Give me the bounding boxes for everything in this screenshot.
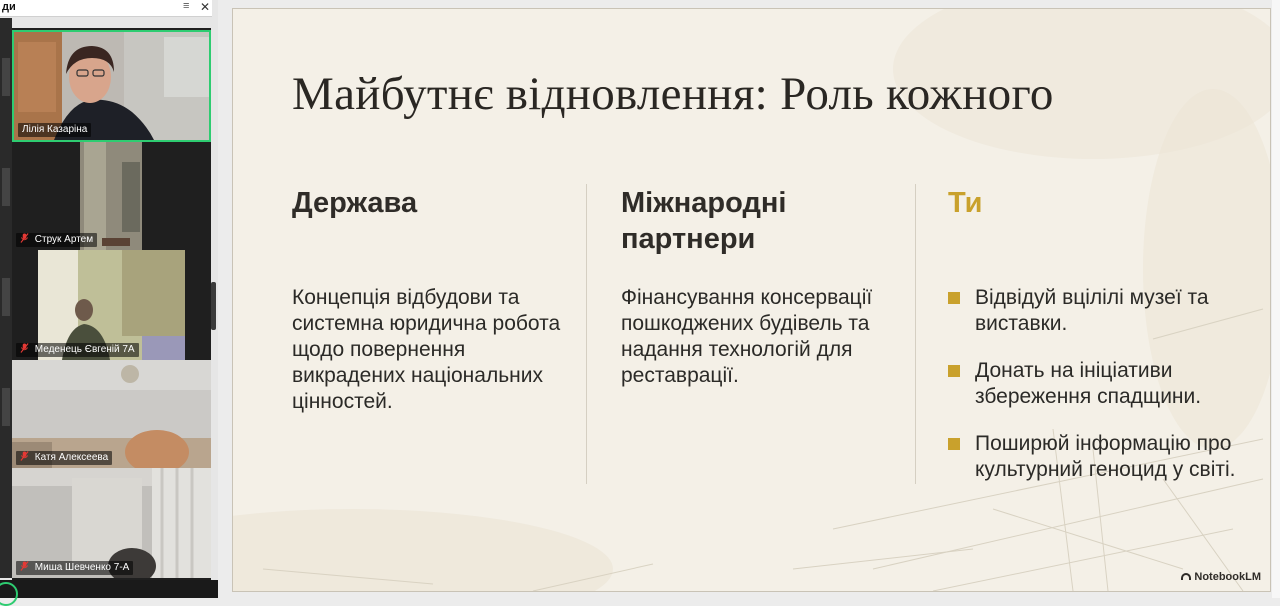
bullet-text: Донать на ініціативи збереження спадщини. — [975, 359, 1202, 408]
panel-title: ди — [2, 1, 16, 13]
participant-name: Миша Шевченко 7-А — [34, 562, 130, 573]
column-heading-partners: Міжнародні партнери — [621, 187, 787, 255]
participant-name-tag — [16, 233, 97, 247]
mic-muted-icon — [20, 561, 29, 571]
mic-muted-icon — [20, 343, 29, 353]
bullet-text: Відвідуй вцілілі музеї та виставки. — [975, 286, 1209, 335]
participant-tile-active[interactable] — [12, 30, 211, 142]
column-text-partners: Фінансування консервації пошкоджених будівель та надання технологій для реставрації. — [621, 286, 873, 387]
close-icon[interactable]: ✕ — [200, 0, 211, 14]
bullet-item — [948, 431, 1248, 483]
status-ring-icon — [0, 582, 18, 606]
column-divider — [915, 184, 916, 484]
chat-preview-bar — [0, 580, 218, 598]
participant-tile[interactable] — [12, 360, 211, 468]
participant-tile[interactable] — [12, 142, 211, 250]
participant-name: Меденець Євгеній 7А — [34, 344, 135, 355]
participant-name-tag — [18, 123, 91, 137]
brand-watermark — [1181, 571, 1261, 583]
action-bullet-list — [948, 285, 1248, 504]
participant-name: Лілія Казаріна — [22, 124, 88, 135]
window-edge — [1272, 0, 1280, 598]
bullet-text: Поширюй інформацію про культурний геноцид у світі. — [975, 432, 1236, 481]
brand-name: NotebookLM — [1194, 571, 1261, 583]
presentation-slide — [232, 8, 1271, 592]
participant-name: Катя Алексеева — [34, 452, 109, 463]
slide-title: Майбутнє відновлення: Роль кожного — [292, 68, 1054, 120]
video-gallery-panel — [0, 0, 218, 598]
bullet-marker — [948, 438, 960, 450]
participant-tile[interactable] — [12, 250, 211, 360]
participant-tile[interactable] — [12, 468, 211, 578]
column-heading-you: Ти — [948, 187, 983, 219]
bullet-item — [948, 285, 1248, 337]
participant-name: Струк Артем — [34, 234, 94, 245]
drag-handle-icon[interactable]: ≡ — [183, 0, 190, 12]
participant-name-tag — [16, 561, 133, 575]
notebooklm-logo-icon — [1181, 573, 1191, 580]
side-strip — [0, 18, 12, 578]
bullet-marker — [948, 292, 960, 304]
participant-gallery — [12, 28, 211, 580]
bullet-marker — [948, 365, 960, 377]
participant-name-tag — [16, 451, 112, 465]
column-heading-state: Держава — [292, 187, 418, 219]
column-divider — [586, 184, 587, 484]
mic-muted-icon — [20, 233, 29, 243]
gallery-scrollbar[interactable] — [211, 282, 216, 330]
bullet-item — [948, 358, 1248, 410]
panel-title-bar — [0, 0, 212, 17]
column-text-state: Концепція відбудови та системна юридична робота щодо повернення викрадених національних цінностей. — [292, 286, 561, 413]
participant-name-tag — [16, 343, 139, 357]
mic-muted-icon — [20, 451, 29, 461]
